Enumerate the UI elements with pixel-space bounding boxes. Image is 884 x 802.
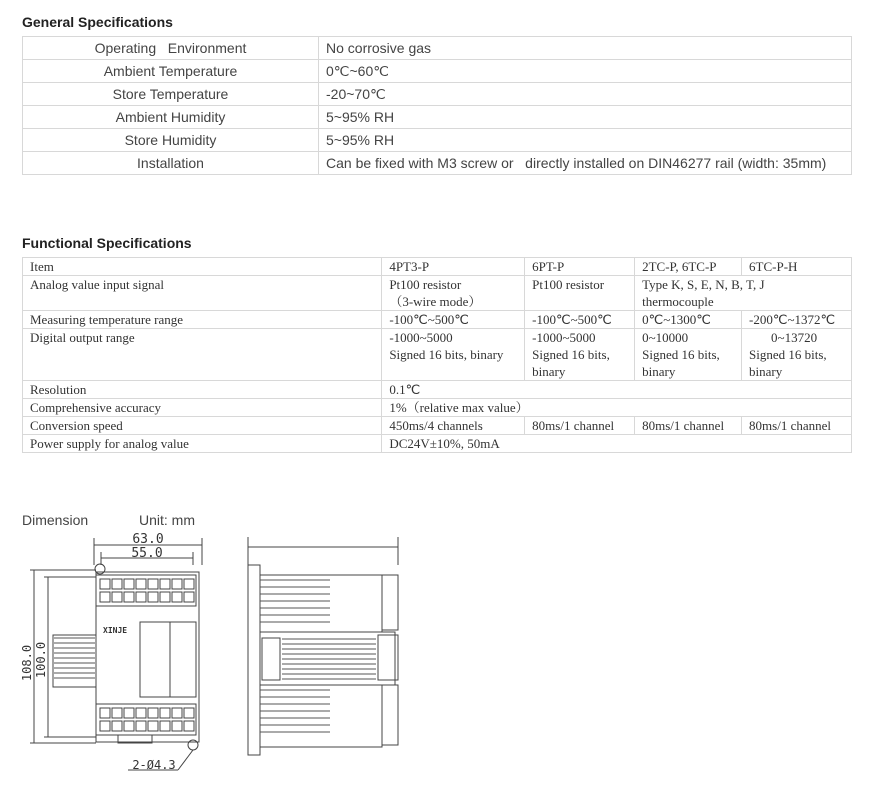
terminal-screw xyxy=(112,708,122,718)
row-label: Resolution xyxy=(23,381,382,399)
table-row xyxy=(23,152,852,175)
table-row xyxy=(23,276,852,311)
table-row xyxy=(23,258,852,276)
spec-value: 5~95% RH xyxy=(319,129,852,152)
dim-hole: 2-Ø4.3 xyxy=(132,758,176,772)
table-cell: 0.1℃ xyxy=(382,381,852,399)
table-row xyxy=(23,83,852,106)
table-row xyxy=(23,435,852,453)
unit-label: Unit: mm xyxy=(139,512,195,528)
terminal-block-bottom xyxy=(100,708,194,731)
terminal-screw xyxy=(112,579,122,589)
header-cell: 6TC-P-H xyxy=(742,258,852,276)
terminal-screw xyxy=(184,721,194,731)
terminal-screw xyxy=(136,721,146,731)
table-cell: Pt100 resistor xyxy=(525,276,635,311)
functional-specs-heading: Functional Specifications xyxy=(22,235,192,251)
general-specs-table xyxy=(22,36,852,175)
cell-line: Signed 16 bits, binary xyxy=(389,347,504,362)
header-cell: 6PT-P xyxy=(525,258,635,276)
functional-specs-table xyxy=(22,257,852,453)
cell-line: Signed 16 bits, xyxy=(749,347,827,362)
spec-value: Can be fixed with M3 screw or directly installed on DIN46277 rail (width: 35mm) xyxy=(319,152,852,175)
table-cell: 0℃~1300℃ xyxy=(635,311,742,329)
dim-100: 100.0 xyxy=(34,641,48,679)
table-cell xyxy=(742,329,852,381)
table-cell: DC24V±10%, 50mA xyxy=(382,435,852,453)
spec-key: Store Temperature xyxy=(23,83,319,106)
dim-63: 63.0 xyxy=(132,532,164,547)
table-cell xyxy=(635,329,742,381)
row-label: Analog value input signal xyxy=(23,276,382,311)
terminal-screw xyxy=(124,721,134,731)
side-view-drawing xyxy=(240,535,415,765)
cell-line: Signed 16 bits, xyxy=(532,347,610,362)
cell-line: -1000~5000 xyxy=(389,330,453,345)
spec-key: Store Humidity xyxy=(23,129,319,152)
dim-55: 55.0 xyxy=(131,546,163,561)
terminal-screw xyxy=(184,579,194,589)
row-label: Conversion speed xyxy=(23,417,382,435)
terminal-block-top xyxy=(100,579,194,602)
table-cell: 80ms/1 channel xyxy=(635,417,742,435)
row-label: Measuring temperature range xyxy=(23,311,382,329)
row-label: Power supply for analog value xyxy=(23,435,382,453)
cell-line: Type K, S, E, N, B, T, J xyxy=(642,277,765,292)
terminal-screw xyxy=(160,708,170,718)
front-view-drawing xyxy=(18,530,218,775)
table-row xyxy=(23,417,852,435)
terminal-screw xyxy=(172,579,182,589)
table-row xyxy=(23,399,852,417)
table-row xyxy=(23,381,852,399)
header-cell: 2TC-P, 6TC-P xyxy=(635,258,742,276)
spec-key: Operating Environment xyxy=(23,37,319,60)
cell-line: binary xyxy=(749,364,783,379)
row-label: Comprehensive accuracy xyxy=(23,399,382,417)
terminal-screw xyxy=(124,592,134,602)
table-cell: 1%（relative max value） xyxy=(382,399,852,417)
table-cell xyxy=(382,329,525,381)
dim-108: 108.0 xyxy=(20,644,34,682)
spec-key: Ambient Temperature xyxy=(23,60,319,83)
cell-line: （3-wire mode） xyxy=(389,294,482,309)
spec-value: No corrosive gas xyxy=(319,37,852,60)
terminal-screw xyxy=(148,721,158,731)
terminal-screw xyxy=(160,592,170,602)
terminal-screw xyxy=(160,579,170,589)
table-row xyxy=(23,106,852,129)
cell-line: Pt100 resistor xyxy=(389,277,462,292)
terminal-screw xyxy=(148,579,158,589)
spec-value: -20~70℃ xyxy=(319,83,852,106)
table-cell: -100℃~500℃ xyxy=(525,311,635,329)
terminal-screw xyxy=(136,708,146,718)
terminal-screw xyxy=(172,708,182,718)
table-cell: -200℃~1372℃ xyxy=(742,311,852,329)
table-row xyxy=(23,37,852,60)
cell-line: Signed 16 bits, xyxy=(642,347,720,362)
table-row xyxy=(23,311,852,329)
table-cell xyxy=(635,276,852,311)
terminal-screw xyxy=(172,592,182,602)
table-cell: 450ms/4 channels xyxy=(382,417,525,435)
spec-key: Ambient Humidity xyxy=(23,106,319,129)
terminal-screw xyxy=(112,592,122,602)
table-row xyxy=(23,329,852,381)
row-label: Digital output range xyxy=(23,329,382,381)
table-cell xyxy=(382,276,525,311)
terminal-screw xyxy=(100,721,110,731)
cell-line: binary xyxy=(642,364,676,379)
terminal-screw xyxy=(148,592,158,602)
heatsink-fins xyxy=(260,580,376,732)
terminal-screw xyxy=(100,708,110,718)
header-cell: Item xyxy=(23,258,382,276)
terminal-screw xyxy=(160,721,170,731)
terminal-screw xyxy=(124,579,134,589)
dimension-label: Dimension xyxy=(22,512,89,528)
terminal-screw xyxy=(172,721,182,731)
cell-line: -1000~5000 xyxy=(532,330,596,345)
spec-value: 5~95% RH xyxy=(319,106,852,129)
table-cell: -100℃~500℃ xyxy=(382,311,525,329)
terminal-screw xyxy=(100,579,110,589)
spec-value: 0℃~60℃ xyxy=(319,60,852,83)
terminal-screw xyxy=(112,721,122,731)
terminal-screw xyxy=(148,708,158,718)
header-cell: 4PT3-P xyxy=(382,258,525,276)
table-row xyxy=(23,129,852,152)
table-row xyxy=(23,60,852,83)
table-cell: 80ms/1 channel xyxy=(742,417,852,435)
terminal-screw xyxy=(124,708,134,718)
terminal-screw xyxy=(184,592,194,602)
general-specs-heading: General Specifications xyxy=(22,14,173,30)
cell-line: thermocouple xyxy=(642,294,714,309)
table-cell xyxy=(525,329,635,381)
terminal-screw xyxy=(184,708,194,718)
brand-logo: XINJE xyxy=(103,626,128,635)
table-cell: 80ms/1 channel xyxy=(525,417,635,435)
cell-line: 0~13720 xyxy=(771,330,818,345)
terminal-screw xyxy=(100,592,110,602)
terminal-screw xyxy=(136,592,146,602)
spec-key: Installation xyxy=(23,152,319,175)
terminal-screw xyxy=(136,579,146,589)
cell-line: binary xyxy=(532,364,566,379)
cell-line: 0~10000 xyxy=(642,330,689,345)
